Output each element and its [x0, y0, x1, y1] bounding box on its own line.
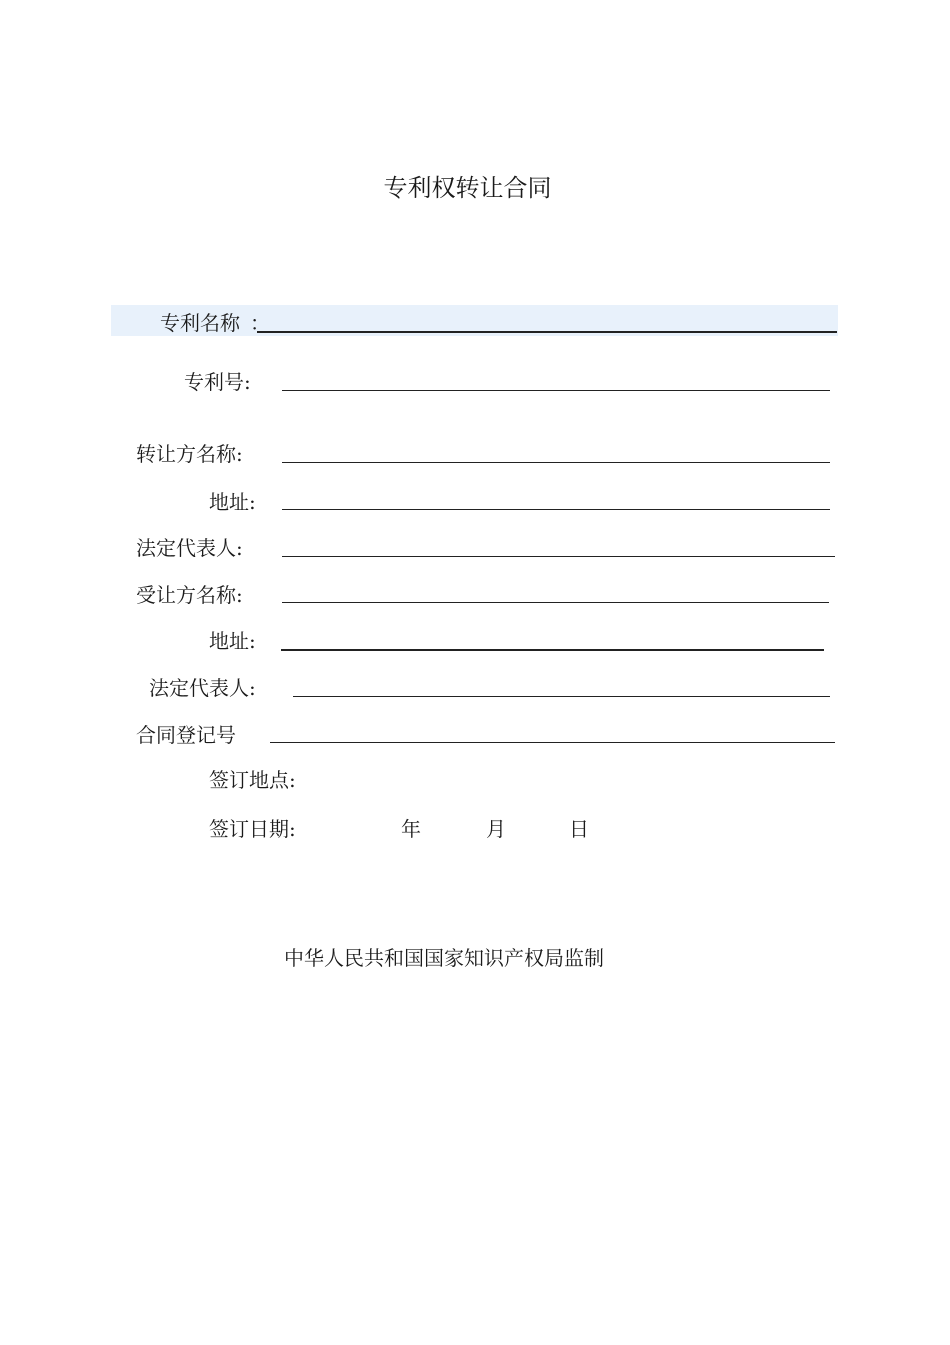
contract-reg-no-field[interactable] — [270, 742, 835, 743]
assignee-legal-rep-field[interactable] — [293, 696, 830, 697]
assignor-address-label: 地址: — [209, 490, 256, 514]
signing-place-label: 签订地点: — [209, 768, 296, 792]
assignee-address-label: 地址: — [209, 629, 256, 653]
patent-no-field[interactable] — [282, 390, 830, 391]
year-label: 年 — [401, 817, 421, 841]
day-label: 日 — [569, 817, 589, 841]
assignee-address-field[interactable] — [281, 649, 824, 651]
assignor-legal-rep-field[interactable] — [282, 556, 835, 557]
issuing-authority-footer: 中华人民共和国国家知识产权局监制 — [284, 946, 604, 970]
assignor-name-label: 转让方名称: — [136, 442, 243, 466]
document-title: 专利权转让合同 — [383, 174, 552, 202]
patent-name-colon: ： — [250, 311, 270, 335]
patent-name-label: 专利名称 — [160, 311, 240, 335]
assignor-legal-rep-label: 法定代表人: — [136, 536, 243, 560]
signing-date-label: 签订日期: — [209, 817, 296, 841]
assignee-legal-rep-label: 法定代表人: — [149, 676, 256, 700]
patent-no-label: 专利号: — [184, 370, 251, 394]
month-label: 月 — [486, 817, 506, 841]
assignor-name-field[interactable] — [282, 462, 830, 463]
assignee-name-label: 受让方名称: — [136, 583, 243, 607]
assignee-name-field[interactable] — [282, 602, 829, 603]
patent-name-field[interactable] — [257, 331, 837, 333]
contract-reg-no-label: 合同登记号 — [136, 723, 236, 747]
assignor-address-field[interactable] — [282, 509, 830, 510]
